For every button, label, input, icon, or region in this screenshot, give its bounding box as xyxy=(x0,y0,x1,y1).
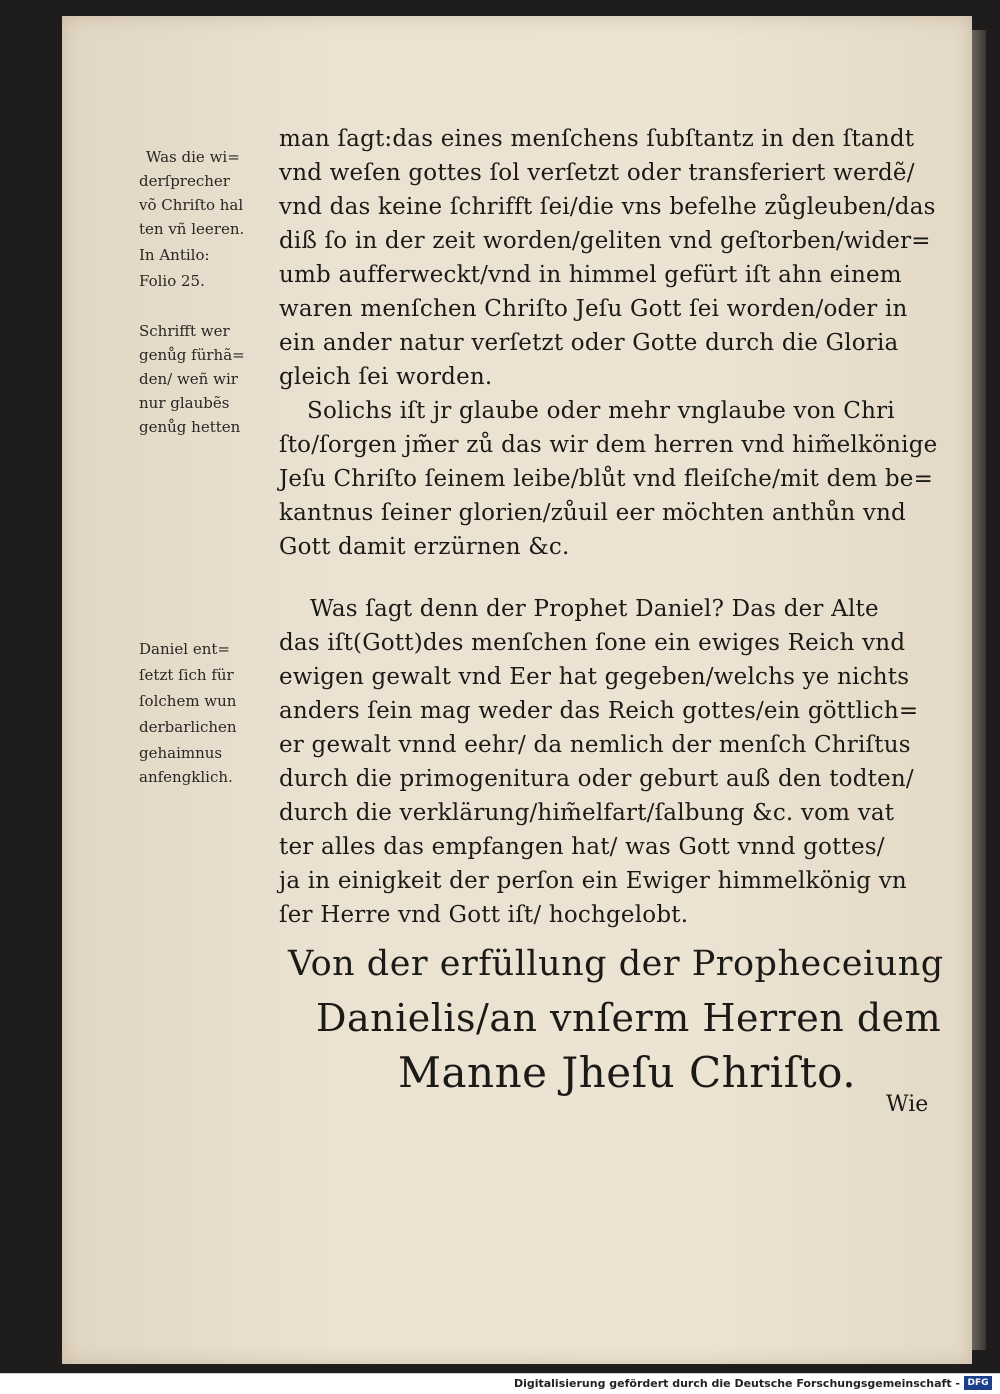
margin-note-line: ſetzt ſich für xyxy=(139,666,234,684)
text-line: Jeſu Chriſto ſeinem leibe/blůt vnd fleiſche/mit dem be= xyxy=(279,466,934,492)
text-line: umb aufferweckt/vnd in himmel gefürt iſt ahn einem xyxy=(279,262,902,288)
text-line: ewigen gewalt vnd Eer hat gegeben/welchs ye nichts xyxy=(279,664,910,690)
text-line: ein ander natur verſetzt oder Gotte durch die Gloria xyxy=(279,330,899,356)
margin-note-line: Was die wi= xyxy=(146,148,240,166)
margin-note-line: Daniel ent= xyxy=(139,640,231,658)
margin-note-line: nur glaubẽs xyxy=(139,394,230,412)
margin-note-line: genůg hetten xyxy=(139,418,241,436)
text-line: ſto/ſorgen jm̃er zů das wir dem herren vnd him̃elkönige xyxy=(279,432,938,458)
text-line: durch die primogenitura oder geburt auß den todten/ xyxy=(279,766,914,792)
margin-note-line: gehaimnus xyxy=(139,744,223,762)
text-line: Gott damit erzürnen &c. xyxy=(279,534,570,560)
text-line: er gewalt vnnd eehr/ da nemlich der menſch Chriſtus xyxy=(279,732,911,758)
text-line: ter alles das empfangen hat/ was Gott vnnd gottes/ xyxy=(279,834,885,860)
footer-credit: Digitalisierung gefördert durch die Deutsche Forschungsgemeinschaft - xyxy=(513,1377,960,1390)
digitization-footer xyxy=(0,1373,1000,1394)
margin-note-line: Folio 25. xyxy=(139,272,205,290)
margin-note-line: genůg fürhã= xyxy=(139,346,245,364)
heading-line: Danielis/an vnſerm Herren dem xyxy=(316,996,942,1040)
text-line: ja in einigkeit der perſon ein Ewiger himmelkönig vn xyxy=(279,868,907,894)
text-line: kantnus ſeiner glorien/zůuil eer möchten anthůn vnd xyxy=(279,500,906,526)
text-line: ſer Herre vnd Gott iſt/ hochgelobt. xyxy=(279,902,689,928)
text-line: Solichs iſt jr glaube oder mehr vnglaube von Chri xyxy=(307,398,895,424)
margin-note-line: ſolchem wun xyxy=(139,692,237,710)
dfg-logo: DFG xyxy=(964,1376,992,1390)
text-line: gleich ſei worden. xyxy=(279,364,493,390)
text-line: vnd das keine ſchrifft ſei/die vns befelhe zůgleuben/das xyxy=(279,194,936,220)
text-line: durch die verklärung/him̃elfart/ſalbung &c. vom vat xyxy=(279,800,895,826)
text-line: man ſagt:das eines menſchens ſubſtantz in den ſtandt xyxy=(279,126,915,152)
margin-note-line: In Antilo: xyxy=(139,246,210,264)
margin-note-line: den/ weñ wir xyxy=(139,370,238,388)
catchword: Wie xyxy=(886,1092,929,1117)
text-line: Was ſagt denn der Prophet Daniel? Das der Alte xyxy=(310,596,879,622)
margin-note-line: derſprecher xyxy=(139,172,230,190)
text-line: vnd weſen gottes ſol verſetzt oder transferiert werdẽ/ xyxy=(279,160,915,186)
margin-note-line: derbarlichen xyxy=(139,718,237,736)
text-line: anders ſein mag weder das Reich gottes/ein göttlich= xyxy=(279,698,919,724)
text-line: das iſt(Gott)des menſchen ſone ein ewiges Reich vnd xyxy=(279,630,906,656)
margin-note-line: Schrifft wer xyxy=(139,322,230,340)
margin-note-line: ten vñ leeren. xyxy=(139,220,245,238)
text-line: diß ſo in der zeit worden/geliten vnd geſtorben/wider= xyxy=(279,228,931,254)
page-edge xyxy=(972,30,986,1350)
margin-note-line: võ Chriſto hal xyxy=(139,196,244,214)
heading-line: Von der erfüllung der Prophecеiung xyxy=(288,944,944,984)
heading-line: Manne Jheſu Chriſto. xyxy=(398,1048,857,1097)
margin-note-line: anfengklich. xyxy=(139,768,233,786)
text-line: waren menſchen Chriſto Jeſu Gott ſei worden/oder in xyxy=(279,296,908,322)
